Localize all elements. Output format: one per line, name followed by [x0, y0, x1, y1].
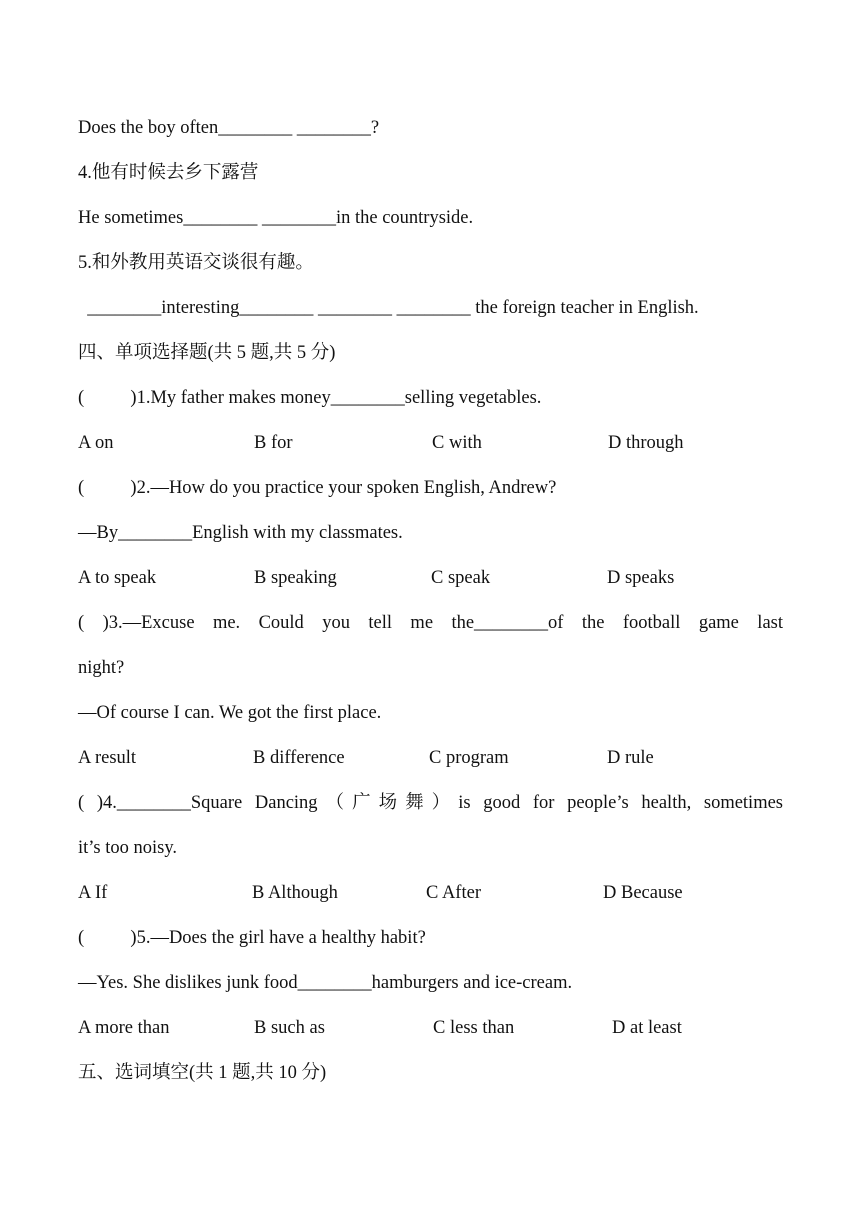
mc-question-5: ( )5.—Does the girl have a healthy habit?	[78, 928, 426, 948]
option-c: C After	[426, 883, 481, 903]
option-a: A on	[78, 433, 114, 453]
mc-question-3-response: —Of course I can. We got the first place.	[78, 703, 382, 723]
option-a: A result	[78, 748, 137, 768]
option-b: B such as	[254, 1018, 325, 1038]
option-a: A If	[78, 883, 108, 903]
option-c: C speak	[431, 568, 491, 588]
q4-chinese-prompt: 4.他有时候去乡下露营	[78, 163, 259, 183]
mc-question-1: ( )1.My father makes money________selling vegetables.	[78, 388, 542, 408]
q5-chinese-prompt: 5.和外教用英语交谈很有趣。	[78, 253, 314, 273]
option-b: B speaking	[254, 568, 337, 588]
mc-question-4-continued: it’s too noisy.	[78, 838, 178, 858]
option-d: D rule	[607, 748, 654, 768]
option-d: D Because	[603, 883, 683, 903]
option-c: C program	[429, 748, 509, 768]
q3-translation-english-line: Does the boy often________ ________?	[78, 118, 380, 138]
option-d: D through	[608, 433, 684, 453]
option-b: B Although	[252, 883, 338, 903]
mc-question-2-response: —By________English with my classmates.	[78, 523, 403, 543]
section-five-heading: 五、选词填空(共 1 题,共 10 分)	[78, 1063, 327, 1083]
mc-question-4: ( )4.________Square Dancing（广场舞）is good for people’s health, sometimes	[78, 793, 783, 813]
mc-question-2: ( )2.—How do you practice your spoken English, Andrew?	[78, 478, 557, 498]
section-four-heading: 四、单项选择题(共 5 题,共 5 分)	[78, 343, 336, 363]
q4-english-line: He sometimes________ ________in the countryside.	[78, 208, 474, 228]
option-b: B difference	[253, 748, 345, 768]
option-d: D at least	[612, 1018, 682, 1038]
option-a: A more than	[78, 1018, 170, 1038]
mc-question-3-continued: night?	[78, 658, 125, 678]
option-a: A to speak	[78, 568, 157, 588]
option-d: D speaks	[607, 568, 675, 588]
mc-question-5-response: —Yes. She dislikes junk food________hamburgers and ice-cream.	[78, 973, 573, 993]
option-b: B for	[254, 433, 293, 453]
option-c: C less than	[433, 1018, 515, 1038]
option-c: C with	[432, 433, 482, 453]
q5-english-line: ________interesting________ ________ ________ the foreign teacher in English.	[78, 298, 699, 318]
mc-question-3: ( )3.—Excuse me. Could you tell me the________of the football game last	[78, 613, 783, 633]
